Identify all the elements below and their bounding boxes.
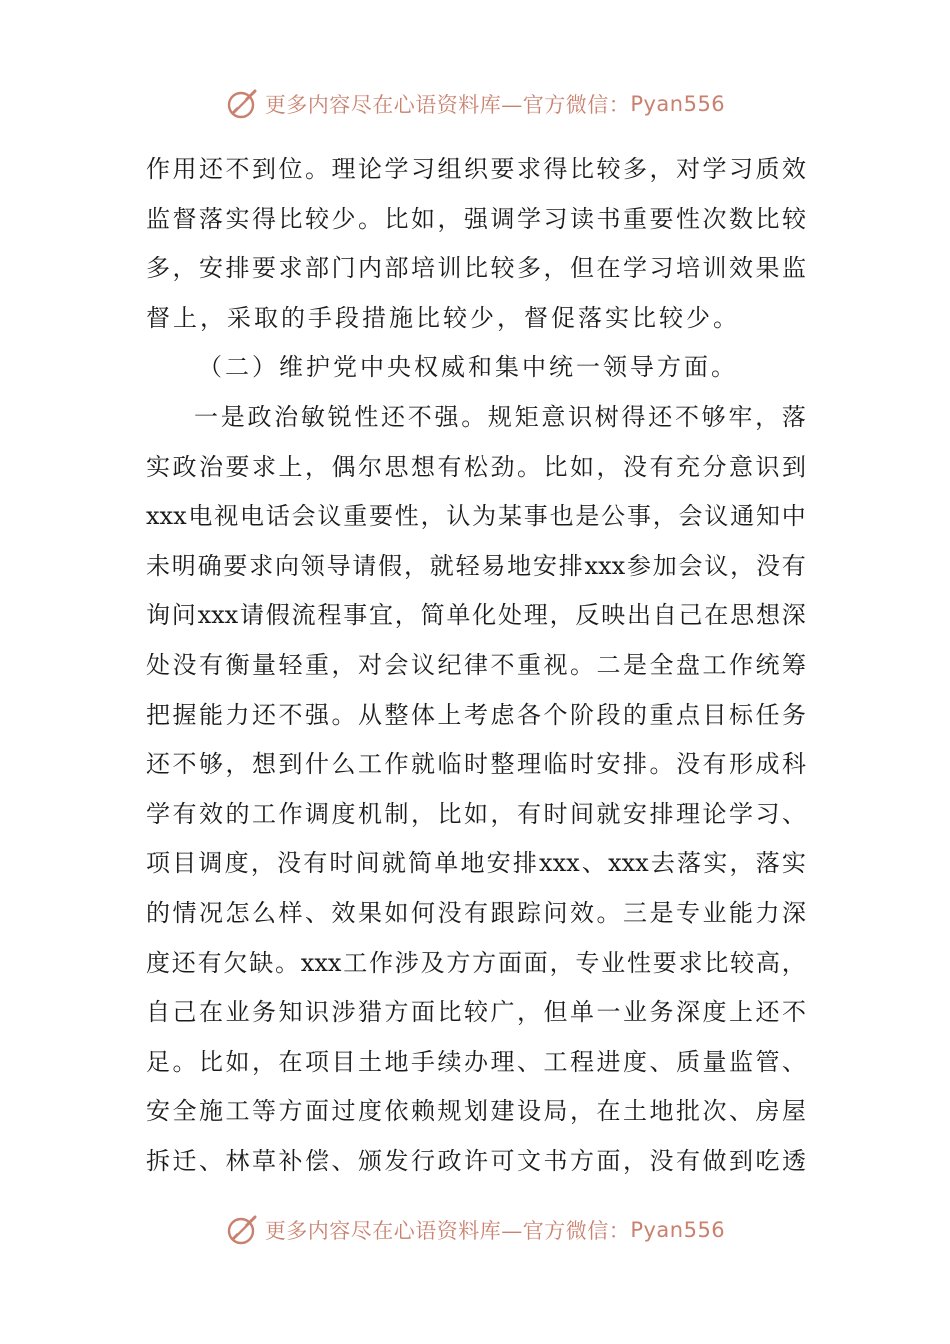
watermark-text: 更多内容尽在心语资料库—官方微信： bbox=[264, 1219, 631, 1243]
body-line: 还 不 够 ， 想 到 什 么 工 作 就 临 时 整 理 临 时 安 排 。 没 有 形 成 科 bbox=[146, 750, 806, 779]
document-body bbox=[146, 145, 806, 1186]
body-line: 足 。 比 如 ， 在 项 目 土 地 手 续 办 理 、 工 程 进 度 、 质 量 监 管 、 bbox=[146, 1047, 806, 1076]
pen-circle-icon bbox=[225, 1213, 259, 1247]
body-line: 拆 迁 、 林 草 补 偿 、 颁 发 行 政 许 可 文 书 方 面 ， 没 有 做 到 吃 透 bbox=[146, 1146, 806, 1175]
body-line: 一 是 政 治 敏 锐 性 还 不 强 。 规 矩 意 识 树 得 还 不 够 牢 ， 落 bbox=[194, 402, 806, 431]
body-line: 未 明 确 要 求 向 领 导 请 假 ， 就 轻 易 地 安 排 xxx 参 加 会 议 ， 没 有 bbox=[146, 551, 806, 580]
body-line: 多 ， 安 排 要 求 部 门 内 部 培 训 比 较 多 ， 但 在 学 习 培 训 效 果 监 bbox=[146, 254, 806, 283]
body-line: 作 用 还 不 到 位 。 理 论 学 习 组 织 要 求 得 比 较 多 ， 对 学 习 质 效 bbox=[146, 155, 806, 183]
watermark-footer bbox=[0, 1210, 950, 1250]
body-line: 自 己 在 业 务 知 识 涉 猎 方 面 比 较 广 ， 但 单 一 业 务 深 度 上 还 不 bbox=[146, 998, 806, 1027]
watermark-text: 更多内容尽在心语资料库—官方微信： bbox=[264, 93, 631, 117]
body-line: 把 握 能 力 还 不 强 。 从 整 体 上 考 虑 各 个 阶 段 的 重 点 目 标 任 务 bbox=[146, 700, 806, 729]
watermark-header bbox=[0, 84, 950, 124]
pen-circle-icon bbox=[225, 87, 259, 121]
body-line: 询 问 xxx 请 假 流 程 事 宜 ， 简 单 化 处 理 ， 反 映 出 自 己 在 思 想 深 bbox=[146, 601, 806, 630]
body-line: 度 还 有 欠 缺 。 xxx 工 作 涉 及 方 方 面 面 ， 专 业 性 要 求 比 较 高 ， bbox=[146, 948, 806, 977]
watermark-wechat: Pyan556 bbox=[630, 1218, 726, 1242]
section-heading: （二）维护党中央权威和集中统一领导方面。 bbox=[198, 353, 738, 382]
body-line: 的 情 况 怎 么 样 、 效 果 如 何 没 有 跟 踪 问 效 。 三 是 专 业 能 力 深 bbox=[146, 898, 806, 927]
body-line: xxx 电 视 电 话 会 议 重 要 性 ， 认 为 某 事 也 是 公 事 ， 会 议 通 知 中 bbox=[146, 502, 806, 531]
watermark-wechat: Pyan556 bbox=[630, 92, 726, 116]
body-line: 处 没 有 衡 量 轻 重 ， 对 会 议 纪 律 不 重 视 。 二 是 全 盘 工 作 统 筹 bbox=[146, 650, 806, 679]
body-line: 安 全 施 工 等 方 面 过 度 依 赖 规 划 建 设 局 ， 在 土 地 批 次 、 房 屋 bbox=[146, 1097, 806, 1126]
body-line: 项 目 调 度 ， 没 有 时 间 就 简 单 地 安 排 xxx 、 xxx 去 落 实 ， 落 实 bbox=[146, 849, 806, 878]
body-line: 实 政 治 要 求 上 ， 偶 尔 思 想 有 松 劲 。 比 如 ， 没 有 充 分 意 识 到 bbox=[146, 452, 806, 481]
body-line: 督上，采取的手段措施比较少，督促落实比较少。 bbox=[146, 303, 740, 332]
body-line: 学 有 效 的 工 作 调 度 机 制 ， 比 如 ， 有 时 间 就 安 排 理 论 学 习 、 bbox=[146, 799, 806, 828]
body-line: 监 督 落 实 得 比 较 少 。 比 如 ， 强 调 学 习 读 书 重 要 性 次 数 比 较 bbox=[146, 204, 806, 233]
